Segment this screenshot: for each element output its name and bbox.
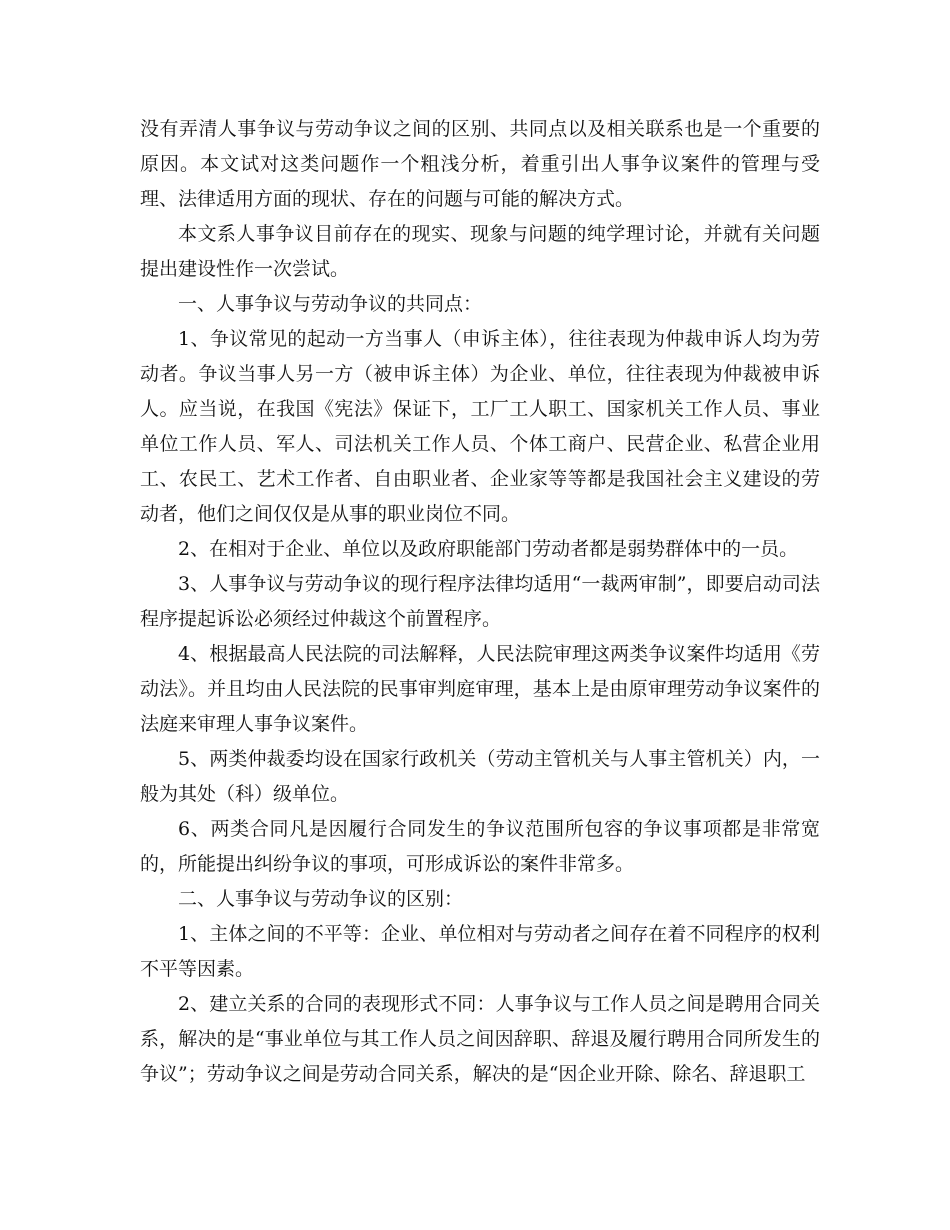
list-item-common-6: 6、两类合同凡是因履行合同发生的争议范围所包容的争议事项都是非常宽的，所能提出纠纷争议的事项，可形成诉讼的案件非常多。 xyxy=(140,818,820,875)
list-item-common-2: 2、在相对于企业、单位以及政府职能部门劳动者都是弱势群体中的一员。 xyxy=(178,538,799,560)
list-item-common-3: 3、人事争议与劳动争议的现行程序法律均适用“一裁两审制”，即要启动司法程序提起诉讼必须经过仲裁这个前置程序。 xyxy=(140,573,820,630)
section-heading-common-points: 一、人事争议与劳动争议的共同点： xyxy=(178,293,483,315)
list-item-difference-1: 1、主体之间的不平等：企业、单位相对与劳动者之间存在着不同程序的权利不平等因素。 xyxy=(140,923,820,980)
list-item-difference-2: 2、建立关系的合同的表现形式不同：人事争议与工作人员之间是聘用合同关系，解决的是“事业单位与其工作人员之间因辞职、辞退及履行聘用合同所发生的争议”；劳动争议之间是劳动合同关系，解决的是“因企业开除、除名、辞退职工 xyxy=(140,993,820,1085)
paragraph-continuation: 没有弄清人事争议与劳动争议之间的区别、共同点以及相关联系也是一个重要的原因。本文试对这类问题作一个粗浅分析，着重引出人事争议案件的管理与受理、法律适用方面的现状、存在的问题与可能的解决方式。 xyxy=(140,118,820,210)
list-item-common-4: 4、根据最高人民法院的司法解释，人民法院审理这两类争议案件均适用《劳动法》。并且均由人民法院的民事审判庭审理，基本上是由原审理劳动争议案件的法庭来审理人事争议案件。 xyxy=(140,643,820,735)
paragraph-intro: 本文系人事争议目前存在的现实、现象与问题的纯学理讨论，并就有关问题提出建设性作一次尝试。 xyxy=(140,223,820,280)
document-body xyxy=(140,112,820,1092)
section-heading-differences: 二、人事争议与劳动争议的区别： xyxy=(178,888,464,910)
list-item-common-1: 1、争议常见的起动一方当事人（申诉主体），往往表现为仲裁申诉人均为劳动者。争议当事人另一方（被申诉主体）为企业、单位，往往表现为仲裁被申诉人。应当说，在我国《宪法》保证下，工厂工人职工、国家机关工作人员、事业单位工作人员、军人、司法机关工作人员、个体工商户、民营企业、私营企业用工、农民工、艺术工作者、自由职业者、企业家等等都是我国社会主义建设的劳动者，他们之间仅仅是从事的职业岗位不同。 xyxy=(140,328,820,525)
list-item-common-5: 5、两类仲裁委均设在国家行政机关（劳动主管机关与人事主管机关）内，一般为其处（科）级单位。 xyxy=(140,748,820,805)
